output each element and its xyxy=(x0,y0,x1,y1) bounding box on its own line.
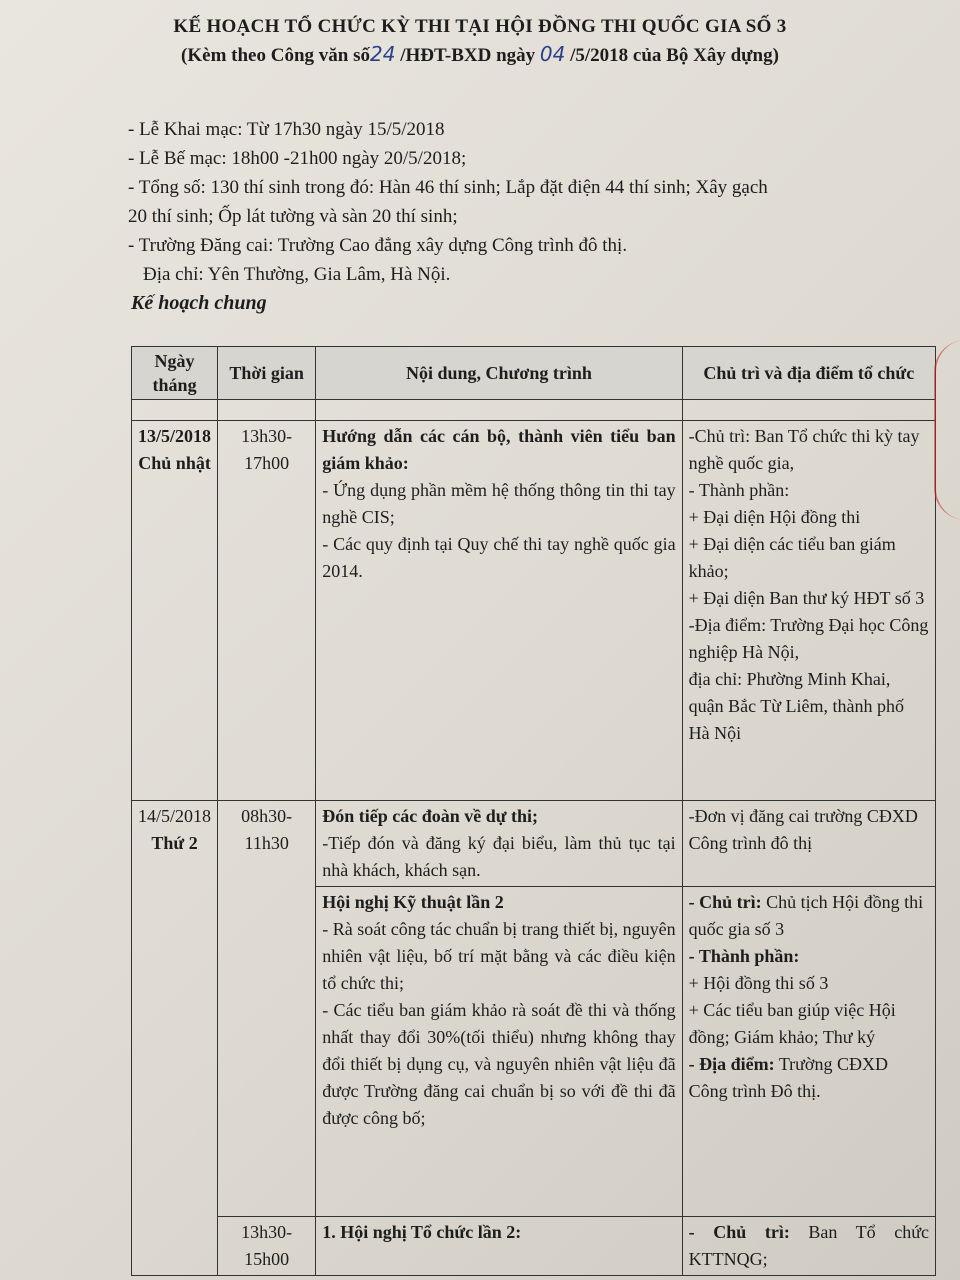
weekday: Chủ nhật xyxy=(138,453,211,473)
subtitle-prefix: (Kèm theo Công văn số xyxy=(181,45,370,66)
content-title: Hướng dẫn các cán bộ, thành viên tiểu ban giám khảo: xyxy=(322,426,676,473)
date: 14/5/2018 xyxy=(138,806,212,826)
total-candidates: - Tổng số: 130 thí sinh trong đó: Hàn 46 thí sinh; Lắp đặt điện 44 thí sinh; Xây gạch xyxy=(128,177,768,198)
table-spacer-row xyxy=(132,400,936,421)
host-line: địa chỉ: Phường Minh Khai, quận Bắc Từ Liêm, thành phố Hà Nội xyxy=(688,669,905,743)
host-line: + Đại diện các tiểu ban giám khảo; xyxy=(688,534,896,581)
table-row xyxy=(132,421,936,801)
table-row xyxy=(132,801,936,887)
content-line: - Các quy định tại Quy chế thi tay nghề quốc gia 2014. xyxy=(322,534,676,581)
host-value: Ban Tổ chức KTTNQG; xyxy=(688,1222,929,1269)
host-line: -Địa điểm: Trường Đại học Công nghiệp Hà Nội, xyxy=(688,615,929,662)
content-line: -Tiếp đón và đăng ký đại biểu, làm thủ tục tại nhà khách, khách sạn. xyxy=(322,833,676,880)
header-date: Ngày tháng xyxy=(132,347,218,400)
content-cell xyxy=(316,887,682,1217)
time-cell: 08h30-11h30 xyxy=(218,801,316,1217)
content-cell xyxy=(316,421,682,801)
weekday: Thứ 2 xyxy=(151,833,198,853)
host-cell xyxy=(682,421,935,801)
closing-ceremony: - Lễ Bế mạc: 18h00 -21h00 ngày 20/5/2018; xyxy=(128,148,467,169)
content-cell xyxy=(316,801,682,887)
host-place-label: - Địa điểm: xyxy=(688,1054,775,1074)
content-line: - Ứng dụng phần mềm hệ thống thông tin thi tay nghề CIS; xyxy=(322,480,676,527)
opening-ceremony: - Lễ Khai mạc: Từ 17h30 ngày 15/5/2018 xyxy=(128,119,445,140)
host-label: - Chủ trì: xyxy=(688,1222,790,1242)
host-line: + Hội đồng thi số 3 xyxy=(688,973,829,993)
date-cell xyxy=(132,801,218,1276)
content-title: Hội nghị Kỹ thuật lần 2 xyxy=(322,892,504,912)
host-chair-label: - Chủ trì: xyxy=(688,892,762,912)
host-cell xyxy=(682,1217,935,1276)
date-cell xyxy=(132,421,218,801)
content-line: - Các tiểu ban giám khảo rà soát đề thi và thống nhất thay đổi 30%(tối thiểu) nhưng không thay đổi thiết bị dụng cụ, và nguyên nhiên vật liệu đã được Trường đăng cai chuẩn bị so với đề thi đã được công bố; xyxy=(322,1000,676,1128)
host-line: + Các tiểu ban giúp việc Hội đồng; Giám khảo; Thư ký xyxy=(688,1000,896,1047)
content-title: 1. Hội nghị Tổ chức lần 2: xyxy=(322,1222,522,1242)
content-line: - Rà soát công tác chuẩn bị trang thiết bị, nguyên nhiên vật liệu, bố trí mặt bằng và các điều kiện tổ chức thi; xyxy=(322,919,676,993)
time-cell: 13h30-17h00 xyxy=(218,421,316,801)
total-candidates-cont: 20 thí sinh; Ốp lát tường và sàn 20 thí sinh; xyxy=(128,206,458,227)
host-address: Địa chỉ: Yên Thường, Gia Lâm, Hà Nội. xyxy=(143,264,451,285)
host-line: + Đại diện Hội đồng thi xyxy=(688,507,861,527)
header-time: Thời gian xyxy=(218,347,316,400)
host-members-label: - Thành phần: xyxy=(688,946,800,966)
host-line: + Đại diện Ban thư ký HĐT số 3 xyxy=(688,588,925,608)
host-school: - Trường Đăng cai: Trường Cao đẳng xây dựng Công trình đô thị. xyxy=(128,235,628,256)
document-subtitle xyxy=(0,42,960,67)
subtitle-suffix: /5/2018 của Bộ Xây dựng) xyxy=(570,45,779,66)
date: 13/5/2018 xyxy=(138,426,212,446)
schedule-table xyxy=(131,346,936,1276)
content-title: Đón tiếp các đoàn về dự thi; xyxy=(322,806,539,826)
time-cell: 13h30-15h00 xyxy=(218,1217,316,1276)
host-line: - Thành phần: xyxy=(688,480,790,500)
red-stamp-edge xyxy=(934,340,960,520)
handwritten-day: 04 xyxy=(539,42,566,66)
section-title: Kế hoạch chung xyxy=(131,292,267,314)
subtitle-mid: /HĐT-BXD ngày xyxy=(400,45,536,66)
table-row xyxy=(132,1217,936,1276)
host-place xyxy=(689,1051,929,1105)
content-cell xyxy=(316,1217,682,1276)
host-place-value: Trường CĐXD Công trình Đô thị. xyxy=(688,1054,888,1101)
host-cell: -Đơn vị đăng cai trường CĐXD Công trình đô thị xyxy=(682,801,935,887)
header-content: Nội dung, Chương trình xyxy=(316,347,682,400)
table-header-row xyxy=(132,347,936,400)
handwritten-number: 24 xyxy=(370,42,396,66)
host-cell xyxy=(682,887,935,1217)
header-host: Chủ trì và địa điểm tổ chức xyxy=(682,347,935,400)
host-chair-value: Chủ tịch Hội đồng thi quốc gia số 3 xyxy=(688,892,924,939)
host-line: -Chủ trì: Ban Tổ chức thi kỳ tay nghề quốc gia, xyxy=(688,426,920,473)
document-title: KẾ HOẠCH TỔ CHỨC KỲ THI TẠI HỘI ĐỒNG THI QUỐC GIA SỐ 3 xyxy=(173,16,787,37)
intro-block xyxy=(128,115,908,289)
host-chair xyxy=(689,889,929,943)
